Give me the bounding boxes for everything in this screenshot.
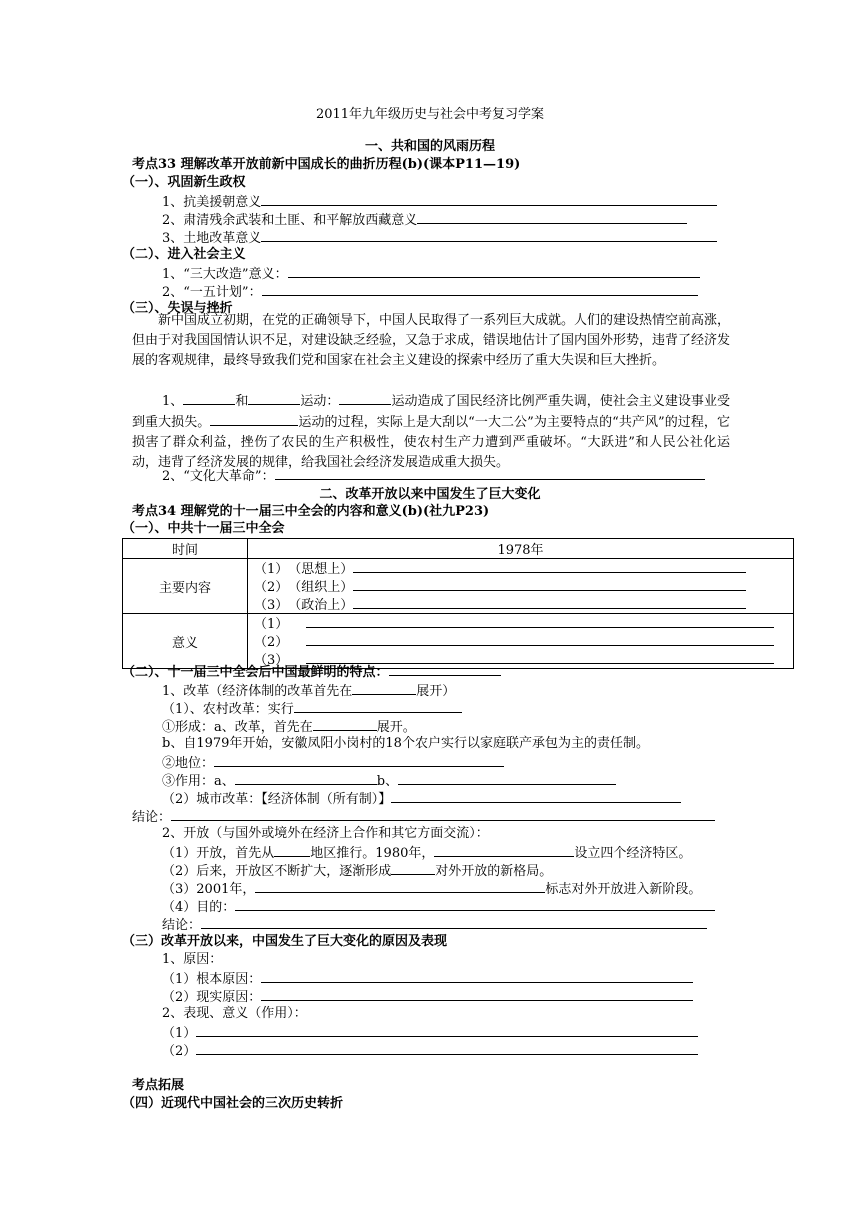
opening-line-3: （3）2001年， 标志对外开放进入新阶段。 [162, 879, 701, 897]
root-cause-line: （1）根本原因： [162, 969, 693, 987]
xiaogang-line: b、自1979年开始，安徽凤阳小岗村的18个农户实行以家庭联产承包为主的责任制。 [162, 736, 649, 751]
table-header-time: 时间 [123, 539, 248, 559]
exam-point-33: 考点33 理解改革开放前新中国成长的曲折历程(b)(课本P11—19) [132, 157, 521, 172]
table-label-significance: 意义 [123, 614, 248, 669]
answer-blank[interactable] [391, 789, 681, 803]
answer-blank[interactable] [261, 969, 693, 983]
answer-blank[interactable] [210, 412, 298, 426]
item-sanda: 1、“三大改造”意义： [162, 264, 700, 282]
answer-blank[interactable] [214, 753, 504, 767]
table-row: （2） （组织上） [248, 577, 793, 595]
status-line: ②地位： [162, 753, 504, 771]
extension-title: 考点拓展 [132, 1078, 185, 1093]
answer-blank[interactable] [294, 699, 462, 713]
section-2-2-title: （二）、十一届三中全会后中国最鲜明的特点： [122, 662, 501, 680]
conclusion-line-2: 结论： [162, 915, 707, 933]
answer-blank[interactable] [306, 632, 774, 646]
item-kangmei: 1、抗美援朝意义 [162, 192, 717, 210]
answer-blank[interactable] [255, 879, 545, 893]
answer-blank[interactable] [235, 897, 715, 911]
answer-blank[interactable] [201, 915, 707, 929]
answer-blank[interactable] [353, 595, 746, 609]
reform-line: 1、改革（经济体制的改革首先在 展开） [162, 681, 455, 699]
answer-blank[interactable] [261, 987, 693, 1001]
answer-blank[interactable] [313, 717, 377, 731]
answer-blank[interactable] [171, 807, 715, 821]
answer-blank[interactable] [274, 843, 310, 857]
answer-blank[interactable] [306, 614, 774, 628]
answer-blank[interactable] [183, 391, 235, 405]
opening-line: 2、开放（与国外或境外在经济上合作和其它方面交流）： [162, 826, 489, 841]
table-label-content: 主要内容 [123, 559, 248, 614]
opening-goal-line: （4）目的： [162, 897, 715, 915]
answer-blank[interactable] [288, 264, 700, 278]
table-content-cell [248, 559, 794, 614]
section-2-1-title: （一）、中共十一届三中全会 [122, 521, 285, 536]
urban-reform-line: （2）城市改革：【经济体制（所有制）】 [162, 789, 681, 807]
answer-blank[interactable] [389, 662, 501, 676]
item-tudi: 3、土地改革意义 [162, 228, 717, 246]
answer-blank[interactable] [196, 1041, 698, 1055]
section-1-1-title: （一）、巩固新生政权 [122, 175, 246, 190]
answer-blank[interactable] [339, 391, 391, 405]
plenum-table [122, 538, 794, 669]
effect-line: ③作用：a、 b、 [162, 771, 616, 789]
performance-line: 2、表现、意义（作用）： [162, 1006, 307, 1021]
section-1-3-title: （三）、失误与挫折 [122, 301, 233, 316]
part1-title: 一、共和国的风雨历程 [364, 139, 495, 154]
item-yiwu: 2、“一五计划”： [162, 282, 698, 300]
answer-blank[interactable] [434, 843, 574, 857]
table-row: （3） （政治上） [248, 595, 793, 613]
cause-line: 1、原因： [162, 952, 223, 967]
document-title: 2011年九年级历史与社会中考复习学案 [315, 107, 545, 122]
exam-point-34: 考点34 理解党的十一届三中全会的内容和意义(b)(社九P23) [132, 504, 490, 519]
rural-reform-line: （1）、农村改革：实行 [162, 699, 462, 717]
answer-blank[interactable] [353, 577, 746, 591]
section-1-2-title: （二）、进入社会主义 [122, 247, 246, 262]
answer-blank[interactable] [262, 282, 698, 296]
performance-line-1: （1） [162, 1023, 698, 1041]
answer-blank[interactable] [196, 1023, 698, 1037]
paragraph-movements: 1、 和 运动： 运动造成了国民经济比例严重失调，使社会主义建设事业受到重大损失。 运动的过程，实际上是大刮以“一大二公”为主要特点的“共产风”的过程，它损害了群众利益，挫伤了农民的生产积极性，使农村生产力遭到严重破坏。“大跃进”和人民公社化运动，违背了经济发展的规律，给我国社会经济发展造成重大损失。 [132, 391, 730, 473]
table-row: （1） （思想上） [248, 559, 793, 577]
item-suqing: 2、肃清残余武装和土匪、和平解放西藏意义 [162, 210, 687, 228]
answer-blank[interactable] [248, 391, 300, 405]
performance-line-2: （2） [162, 1041, 698, 1059]
answer-blank[interactable] [235, 771, 377, 785]
answer-blank[interactable] [391, 861, 435, 875]
answer-blank[interactable] [275, 466, 705, 480]
table-significance-cell [248, 614, 794, 669]
paragraph-setback: 新中国成立初期，在党的正确领导下，中国人民取得了一系列巨大成就。人们的建设热情空前高涨，但由于对我国国情认识不足，对建设缺乏经验，又急于求成，错误地估计了国内国外形势，违背了经济发展的客观规律，最终导致我们党和国家在社会主义建设的探索中经历了重大失误和巨大挫折。 [132, 313, 731, 368]
answer-blank[interactable] [417, 210, 687, 224]
conclusion-line-1: 结论： [132, 807, 715, 825]
real-cause-line: （2）现实原因： [162, 987, 693, 1005]
answer-blank[interactable] [261, 228, 717, 242]
answer-blank[interactable] [352, 681, 416, 695]
answer-blank[interactable] [398, 771, 616, 785]
opening-line-2: （2）后来，开放区不断扩大，逐渐形成 对外开放的新格局。 [162, 861, 552, 879]
answer-blank[interactable] [353, 559, 746, 573]
item-wenge: 2、“文化大革命”： [162, 466, 705, 484]
section-4-title: （四）近现代中国社会的三次历史转折 [122, 1096, 344, 1111]
table-row: （3） [248, 650, 793, 668]
table-row: （1） [248, 614, 793, 632]
part2-title: 二、改革开放以来中国发生了巨大变化 [319, 487, 541, 502]
opening-line-1: （1）开放，首先从 地区推行。1980年， 设立四个经济特区。 [162, 843, 691, 861]
section-2-3-title: （三）改革开放以来，中国发生了巨大变化的原因及表现 [122, 934, 448, 949]
answer-blank[interactable] [261, 192, 717, 206]
table-row: （2） [248, 632, 793, 650]
formation-line: ①形成：a、改革，首先在 展开。 [162, 717, 416, 735]
table-header-year: 1978年 [248, 539, 794, 559]
